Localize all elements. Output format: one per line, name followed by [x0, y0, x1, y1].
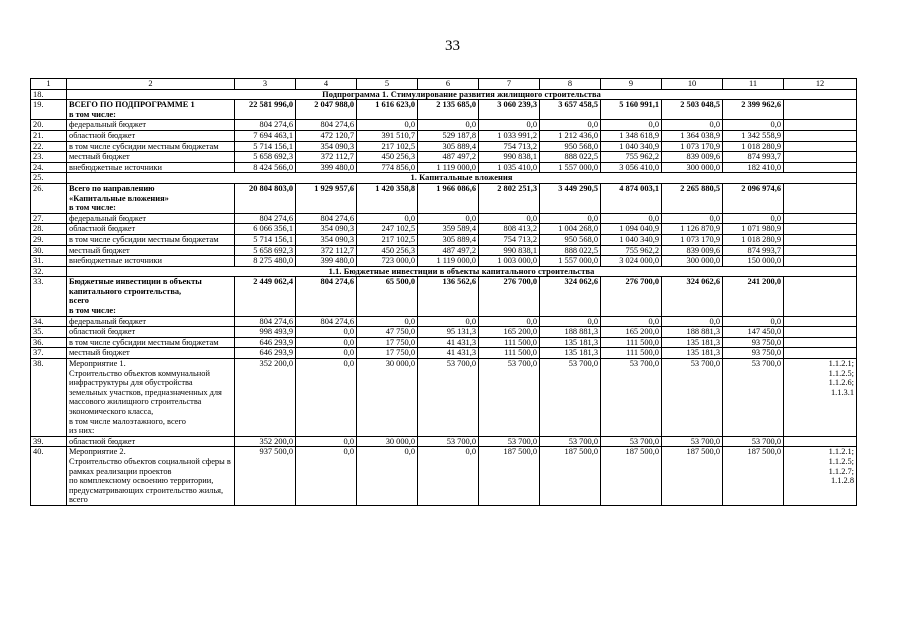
value-cell: 111 500,0 — [479, 348, 540, 359]
value-cell: 2 265 880,5 — [662, 183, 723, 213]
value-cell: 804 274,6 — [296, 120, 357, 131]
value-cell: 53 700,0 — [418, 359, 479, 437]
value-cell: 53 700,0 — [723, 436, 784, 447]
row-number: 22. — [31, 141, 67, 152]
code-cell — [784, 213, 857, 224]
column-number-1: 1 — [31, 79, 67, 90]
value-cell: 352 200,0 — [235, 359, 296, 437]
value-cell: 3 060 239,3 — [479, 100, 540, 120]
value-cell: 354 090,3 — [296, 141, 357, 152]
value-cell: 1 364 038,9 — [662, 130, 723, 141]
value-cell: 276 700,0 — [601, 277, 662, 316]
value-cell: 399 480,0 — [296, 162, 357, 173]
table-row — [31, 141, 857, 152]
table-row — [31, 348, 857, 359]
code-cell: 1.1.2.1; 1.1.2.5; 1.1.2.7; 1.1.2.8 — [784, 447, 857, 506]
table-body — [31, 79, 857, 506]
value-cell: 0,0 — [418, 447, 479, 506]
row-number: 29. — [31, 234, 67, 245]
value-cell: 1 557 000,0 — [540, 162, 601, 173]
value-cell: 1 966 086,6 — [418, 183, 479, 213]
value-cell: 1 119 000,0 — [418, 256, 479, 267]
value-cell: 17 750,0 — [357, 337, 418, 348]
value-cell: 3 056 410,0 — [601, 162, 662, 173]
column-number-6: 6 — [418, 79, 479, 90]
value-cell: 950 568,0 — [540, 141, 601, 152]
row-number: 36. — [31, 337, 67, 348]
value-cell: 1 033 991,2 — [479, 130, 540, 141]
table-row — [31, 120, 857, 131]
table-row — [31, 224, 857, 235]
value-cell: 1 929 957,6 — [296, 183, 357, 213]
row-name: Бюджетные инвестиции в объекты капитального строительства, всего в том числе: — [67, 277, 235, 316]
row-number: 38. — [31, 359, 67, 437]
value-cell: 20 804 803,0 — [235, 183, 296, 213]
code-cell — [784, 245, 857, 256]
value-cell: 646 293,9 — [235, 348, 296, 359]
value-cell: 804 274,6 — [235, 316, 296, 327]
row-number: 18. — [31, 89, 67, 100]
code-cell — [784, 256, 857, 267]
table-row — [31, 327, 857, 338]
value-cell: 93 750,0 — [723, 337, 784, 348]
row-number: 19. — [31, 100, 67, 120]
code-cell — [784, 436, 857, 447]
value-cell: 53 700,0 — [540, 359, 601, 437]
row-name: областной бюджет — [67, 436, 235, 447]
code-cell — [784, 337, 857, 348]
value-cell: 188 881,3 — [540, 327, 601, 338]
code-cell — [784, 120, 857, 131]
value-cell: 990 838,1 — [479, 245, 540, 256]
value-cell: 305 889,4 — [418, 234, 479, 245]
row-name: Мероприятие 2. Строительство объектов социальной сферы в рамках реализации проектов по комплексному освоению территории, предусматривающих строительство жилья, всего — [67, 447, 235, 506]
row-name: местный бюджет — [67, 245, 235, 256]
value-cell: 5 658 692,3 — [235, 245, 296, 256]
code-cell — [784, 234, 857, 245]
table-row — [31, 152, 857, 163]
value-cell: 937 500,0 — [235, 447, 296, 506]
value-cell: 0,0 — [357, 447, 418, 506]
value-cell: 324 062,6 — [662, 277, 723, 316]
value-cell: 53 700,0 — [479, 436, 540, 447]
value-cell: 187 500,0 — [540, 447, 601, 506]
value-cell: 1 342 558,9 — [723, 130, 784, 141]
value-cell: 529 187,8 — [418, 130, 479, 141]
value-cell: 5 714 156,1 — [235, 141, 296, 152]
value-cell: 646 293,9 — [235, 337, 296, 348]
value-cell: 182 410,0 — [723, 162, 784, 173]
value-cell: 0,0 — [723, 316, 784, 327]
value-cell: 241 200,0 — [723, 277, 784, 316]
value-cell: 65 500,0 — [357, 277, 418, 316]
value-cell: 804 274,6 — [296, 316, 357, 327]
row-name: местный бюджет — [67, 348, 235, 359]
value-cell: 0,0 — [723, 120, 784, 131]
value-cell: 93 750,0 — [723, 348, 784, 359]
value-cell: 276 700,0 — [479, 277, 540, 316]
code-cell — [784, 316, 857, 327]
value-cell: 5 714 156,1 — [235, 234, 296, 245]
value-cell: 1 003 000,0 — [479, 256, 540, 267]
value-cell: 165 200,0 — [479, 327, 540, 338]
value-cell: 998 493,9 — [235, 327, 296, 338]
row-number: 32. — [31, 266, 67, 277]
value-cell: 1 616 623,0 — [357, 100, 418, 120]
value-cell: 0,0 — [662, 120, 723, 131]
value-cell: 391 510,7 — [357, 130, 418, 141]
code-cell — [784, 183, 857, 213]
value-cell: 472 120,7 — [296, 130, 357, 141]
row-name: федеральный бюджет — [67, 213, 235, 224]
value-cell: 0,0 — [418, 213, 479, 224]
column-number-11: 11 — [723, 79, 784, 90]
value-cell: 0,0 — [296, 337, 357, 348]
section-title: 1.1. Бюджетные инвестиции в объекты капитального строительства — [67, 266, 857, 277]
value-cell: 135 181,3 — [662, 348, 723, 359]
value-cell: 372 112,7 — [296, 245, 357, 256]
code-cell — [784, 141, 857, 152]
value-cell: 0,0 — [418, 120, 479, 131]
value-cell: 399 480,0 — [296, 256, 357, 267]
value-cell: 0,0 — [601, 316, 662, 327]
value-cell: 30 000,0 — [357, 359, 418, 437]
value-cell: 1 073 170,9 — [662, 234, 723, 245]
row-name: в том числе субсидии местным бюджетам — [67, 337, 235, 348]
value-cell: 53 700,0 — [418, 436, 479, 447]
value-cell: 874 993,7 — [723, 245, 784, 256]
value-cell: 1 071 980,9 — [723, 224, 784, 235]
row-number: 39. — [31, 436, 67, 447]
value-cell: 888 022,5 — [540, 245, 601, 256]
column-number-5: 5 — [357, 79, 418, 90]
value-cell: 755 962,2 — [601, 152, 662, 163]
table-row — [31, 316, 857, 327]
row-number: 30. — [31, 245, 67, 256]
value-cell: 450 256,3 — [357, 245, 418, 256]
value-cell: 804 274,6 — [296, 213, 357, 224]
value-cell: 2 096 974,6 — [723, 183, 784, 213]
section-row — [31, 89, 857, 100]
section-row — [31, 266, 857, 277]
value-cell: 0,0 — [296, 447, 357, 506]
value-cell: 53 700,0 — [662, 436, 723, 447]
value-cell: 2 135 685,0 — [418, 100, 479, 120]
value-cell: 0,0 — [296, 359, 357, 437]
value-cell: 1 212 436,0 — [540, 130, 601, 141]
row-name: областной бюджет — [67, 224, 235, 235]
value-cell: 359 589,4 — [418, 224, 479, 235]
value-cell: 874 993,7 — [723, 152, 784, 163]
value-cell: 0,0 — [296, 348, 357, 359]
table-row — [31, 234, 857, 245]
row-number: 35. — [31, 327, 67, 338]
value-cell: 1 040 340,9 — [601, 234, 662, 245]
value-cell: 0,0 — [296, 327, 357, 338]
value-cell: 17 750,0 — [357, 348, 418, 359]
table-row — [31, 100, 857, 120]
column-number-10: 10 — [662, 79, 723, 90]
table-row — [31, 359, 857, 437]
value-cell: 53 700,0 — [601, 436, 662, 447]
value-cell: 247 102,5 — [357, 224, 418, 235]
value-cell: 305 889,4 — [418, 141, 479, 152]
value-cell: 0,0 — [540, 213, 601, 224]
value-cell: 0,0 — [479, 120, 540, 131]
row-number: 26. — [31, 183, 67, 213]
value-cell: 0,0 — [357, 120, 418, 131]
row-number: 34. — [31, 316, 67, 327]
value-cell: 111 500,0 — [479, 337, 540, 348]
value-cell: 135 181,3 — [540, 348, 601, 359]
value-cell: 0,0 — [540, 120, 601, 131]
value-cell: 0,0 — [479, 213, 540, 224]
value-cell: 0,0 — [479, 316, 540, 327]
section-title: Подпрограмма 1. Стимулирование развития жилищного строительства — [67, 89, 857, 100]
row-name: Всего по направлению «Капитальные вложения» в том числе: — [67, 183, 235, 213]
row-number: 24. — [31, 162, 67, 173]
code-cell — [784, 130, 857, 141]
code-cell — [784, 277, 857, 316]
row-name: областной бюджет — [67, 130, 235, 141]
table-row — [31, 436, 857, 447]
value-cell: 8 275 480,0 — [235, 256, 296, 267]
section-title: 1. Капитальные вложения — [67, 173, 857, 184]
value-cell: 1 420 358,8 — [357, 183, 418, 213]
value-cell: 3 449 290,5 — [540, 183, 601, 213]
value-cell: 41 431,3 — [418, 337, 479, 348]
code-cell — [784, 327, 857, 338]
row-name: в том числе субсидии местным бюджетам — [67, 141, 235, 152]
value-cell: 0,0 — [296, 436, 357, 447]
budget-table — [30, 78, 857, 506]
value-cell: 187 500,0 — [601, 447, 662, 506]
value-cell: 47 750,0 — [357, 327, 418, 338]
value-cell: 8 424 566,0 — [235, 162, 296, 173]
value-cell: 53 700,0 — [540, 436, 601, 447]
column-number-4: 4 — [296, 79, 357, 90]
value-cell: 352 200,0 — [235, 436, 296, 447]
value-cell: 1 018 280,9 — [723, 141, 784, 152]
value-cell: 53 700,0 — [479, 359, 540, 437]
row-number: 31. — [31, 256, 67, 267]
value-cell: 95 131,3 — [418, 327, 479, 338]
table-row — [31, 337, 857, 348]
value-cell: 2 503 048,5 — [662, 100, 723, 120]
code-cell — [784, 100, 857, 120]
value-cell: 135 181,3 — [540, 337, 601, 348]
value-cell: 3 657 458,5 — [540, 100, 601, 120]
value-cell: 53 700,0 — [723, 359, 784, 437]
row-name: внебюджетные источники — [67, 256, 235, 267]
value-cell: 300 000,0 — [662, 256, 723, 267]
row-number: 27. — [31, 213, 67, 224]
table-row — [31, 245, 857, 256]
value-cell: 808 413,2 — [479, 224, 540, 235]
value-cell: 0,0 — [357, 213, 418, 224]
row-name: ВСЕГО ПО ПОДПРОГРАММЕ 1 в том числе: — [67, 100, 235, 120]
table-row — [31, 213, 857, 224]
value-cell: 1 040 340,9 — [601, 141, 662, 152]
table-row — [31, 130, 857, 141]
value-cell: 22 581 996,0 — [235, 100, 296, 120]
table-row — [31, 183, 857, 213]
value-cell: 1 004 268,0 — [540, 224, 601, 235]
value-cell: 136 562,6 — [418, 277, 479, 316]
row-number: 33. — [31, 277, 67, 316]
value-cell: 888 022,5 — [540, 152, 601, 163]
section-row — [31, 173, 857, 184]
code-cell — [784, 152, 857, 163]
value-cell: 754 713,2 — [479, 141, 540, 152]
value-cell: 354 090,3 — [296, 224, 357, 235]
value-cell: 187 500,0 — [723, 447, 784, 506]
value-cell: 2 802 251,3 — [479, 183, 540, 213]
row-name: в том числе субсидии местным бюджетам — [67, 234, 235, 245]
row-name: внебюджетные источники — [67, 162, 235, 173]
value-cell: 111 500,0 — [601, 348, 662, 359]
column-number-12: 12 — [784, 79, 857, 90]
value-cell: 0,0 — [601, 213, 662, 224]
value-cell: 804 274,6 — [296, 277, 357, 316]
value-cell: 1 073 170,9 — [662, 141, 723, 152]
page-number: 33 — [445, 38, 460, 54]
value-cell: 165 200,0 — [601, 327, 662, 338]
value-cell: 3 024 000,0 — [601, 256, 662, 267]
value-cell: 450 256,3 — [357, 152, 418, 163]
row-number: 40. — [31, 447, 67, 506]
code-cell — [784, 162, 857, 173]
value-cell: 187 500,0 — [479, 447, 540, 506]
column-number-7: 7 — [479, 79, 540, 90]
value-cell: 754 713,2 — [479, 234, 540, 245]
row-name: местный бюджет — [67, 152, 235, 163]
value-cell: 30 000,0 — [357, 436, 418, 447]
column-number-9: 9 — [601, 79, 662, 90]
value-cell: 1 557 000,0 — [540, 256, 601, 267]
value-cell: 2 399 962,6 — [723, 100, 784, 120]
code-cell — [784, 348, 857, 359]
row-number: 21. — [31, 130, 67, 141]
value-cell: 5 658 692,3 — [235, 152, 296, 163]
table-row — [31, 447, 857, 506]
code-cell: 1.1.2.1; 1.1.2.5; 1.1.2.6; 1.1.3.1 — [784, 359, 857, 437]
value-cell: 0,0 — [662, 213, 723, 224]
value-cell: 0,0 — [601, 120, 662, 131]
value-cell: 300 000,0 — [662, 162, 723, 173]
row-number: 20. — [31, 120, 67, 131]
value-cell: 1 119 000,0 — [418, 162, 479, 173]
value-cell: 147 450,0 — [723, 327, 784, 338]
value-cell: 0,0 — [418, 316, 479, 327]
value-cell: 755 962,2 — [601, 245, 662, 256]
column-number-row — [31, 79, 857, 90]
row-name: федеральный бюджет — [67, 120, 235, 131]
column-number-2: 2 — [67, 79, 235, 90]
value-cell: 1 018 280,9 — [723, 234, 784, 245]
code-cell — [784, 224, 857, 235]
row-number: 37. — [31, 348, 67, 359]
row-number: 25. — [31, 173, 67, 184]
value-cell: 1 126 870,9 — [662, 224, 723, 235]
value-cell: 487 497,2 — [418, 245, 479, 256]
table-row — [31, 162, 857, 173]
value-cell: 111 500,0 — [601, 337, 662, 348]
column-number-8: 8 — [540, 79, 601, 90]
value-cell: 487 497,2 — [418, 152, 479, 163]
value-cell: 135 181,3 — [662, 337, 723, 348]
value-cell: 839 009,6 — [662, 245, 723, 256]
value-cell: 2 047 988,0 — [296, 100, 357, 120]
column-number-3: 3 — [235, 79, 296, 90]
row-number: 28. — [31, 224, 67, 235]
table-row — [31, 256, 857, 267]
value-cell: 188 881,3 — [662, 327, 723, 338]
value-cell: 950 568,0 — [540, 234, 601, 245]
row-number: 23. — [31, 152, 67, 163]
value-cell: 217 102,5 — [357, 234, 418, 245]
value-cell: 0,0 — [723, 213, 784, 224]
value-cell: 372 112,7 — [296, 152, 357, 163]
value-cell: 990 838,1 — [479, 152, 540, 163]
value-cell: 5 160 991,1 — [601, 100, 662, 120]
value-cell: 4 874 003,1 — [601, 183, 662, 213]
value-cell: 723 000,0 — [357, 256, 418, 267]
value-cell: 187 500,0 — [662, 447, 723, 506]
value-cell: 839 009,6 — [662, 152, 723, 163]
value-cell: 41 431,3 — [418, 348, 479, 359]
value-cell: 0,0 — [357, 316, 418, 327]
value-cell: 2 449 062,4 — [235, 277, 296, 316]
row-name: федеральный бюджет — [67, 316, 235, 327]
value-cell: 0,0 — [662, 316, 723, 327]
value-cell: 53 700,0 — [601, 359, 662, 437]
value-cell: 774 856,0 — [357, 162, 418, 173]
value-cell: 1 348 618,9 — [601, 130, 662, 141]
value-cell: 217 102,5 — [357, 141, 418, 152]
value-cell: 53 700,0 — [662, 359, 723, 437]
value-cell: 6 066 356,1 — [235, 224, 296, 235]
value-cell: 7 694 463,1 — [235, 130, 296, 141]
value-cell: 354 090,3 — [296, 234, 357, 245]
row-name: областной бюджет — [67, 327, 235, 338]
value-cell: 0,0 — [540, 316, 601, 327]
value-cell: 324 062,6 — [540, 277, 601, 316]
value-cell: 804 274,6 — [235, 120, 296, 131]
table-row — [31, 277, 857, 316]
value-cell: 150 000,0 — [723, 256, 784, 267]
row-name: Мероприятие 1. Строительство объектов коммунальной инфраструктуры для обустройства земельных участков, предназначенных для массового жилищного строительства экономического класса, в том числе малоэтажного, всего из них: — [67, 359, 235, 437]
value-cell: 804 274,6 — [235, 213, 296, 224]
value-cell: 1 094 040,9 — [601, 224, 662, 235]
value-cell: 1 035 410,0 — [479, 162, 540, 173]
